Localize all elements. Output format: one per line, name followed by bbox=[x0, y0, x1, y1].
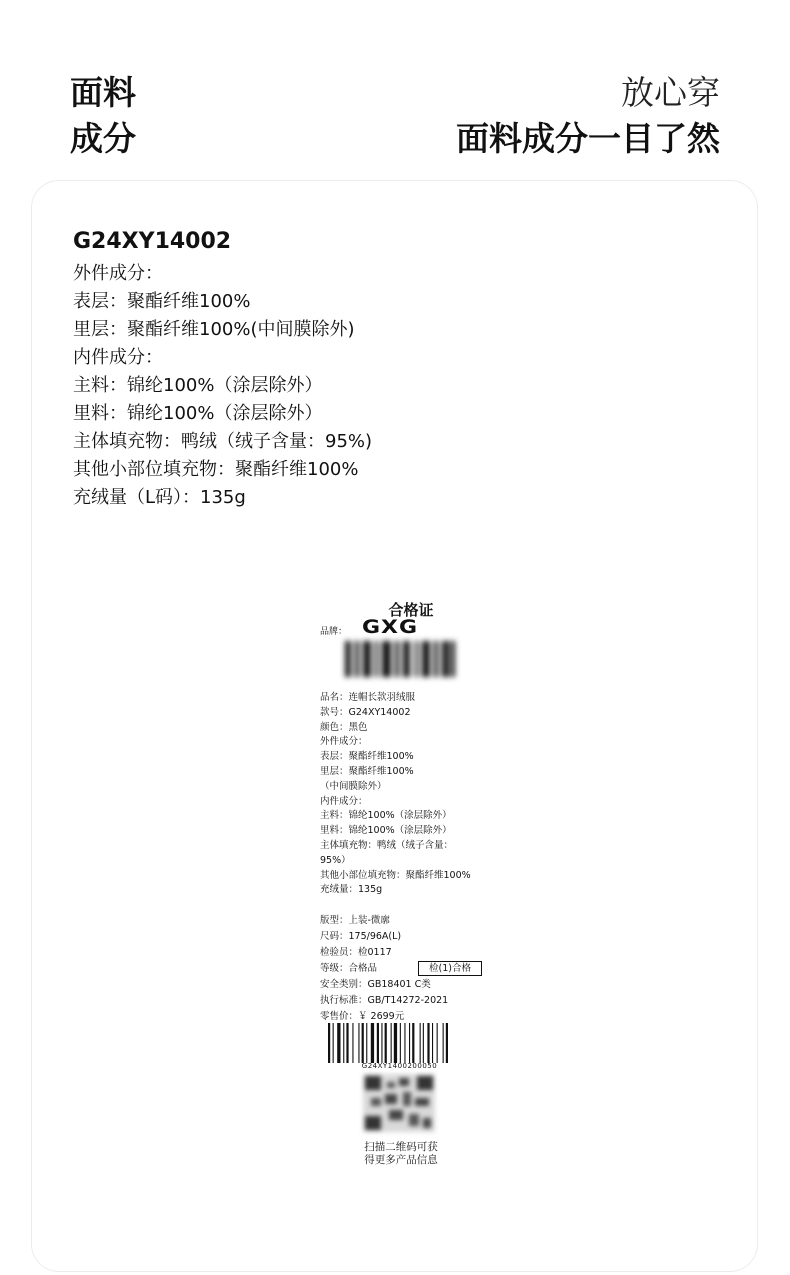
blurred-code-image bbox=[345, 641, 455, 677]
barcode-number: G24XY1400200050 bbox=[361, 1062, 438, 1070]
composition-line: 其他小部位填充物：聚酯纤维100% bbox=[73, 459, 359, 480]
tag-line: 充绒量：135g bbox=[320, 884, 383, 896]
tag-line: 检验员：检0117 bbox=[320, 947, 392, 958]
composition-line: 里层：聚酯纤维100%(中间膜除外) bbox=[73, 319, 355, 340]
tag-line: 外件成分： bbox=[320, 736, 368, 748]
tag-line: 95%） bbox=[320, 854, 351, 866]
tag-line: 等级：合格品 bbox=[320, 963, 378, 974]
tag-line: 里层：聚酯纤维100% bbox=[320, 765, 414, 777]
qr-caption-line: 得更多产品信息 bbox=[364, 1154, 438, 1166]
composition-line: 主体填充物：鸭绒（绒子含量：95%) bbox=[73, 431, 373, 452]
tag-line: 版型：上装-微廓 bbox=[320, 915, 390, 926]
qr-caption bbox=[312, 1141, 490, 1167]
tag-line: 主体填充物：鸭绒（绒子含量： bbox=[320, 839, 454, 851]
tag-line: 零售价：￥ 2699元 bbox=[320, 1011, 405, 1022]
tag-line: 尺码：175/96A(L) bbox=[320, 931, 402, 942]
tag-line: 里料：锦纶100%（涂层除外） bbox=[320, 825, 452, 837]
composition-line: 表层：聚酯纤维100% bbox=[73, 291, 251, 312]
header-right-title bbox=[456, 70, 720, 162]
composition-line: 主料：锦纶100%（涂层除外） bbox=[73, 375, 323, 396]
header-left-line2: 成分 bbox=[70, 119, 136, 158]
header-left-title bbox=[70, 70, 136, 162]
composition-line: 内件成分： bbox=[73, 347, 163, 368]
tag-line: 内件成分： bbox=[320, 795, 368, 807]
composition-info bbox=[73, 225, 372, 512]
tag-line: 执行标准：GB/T14272-2021 bbox=[320, 995, 449, 1006]
header-subtitle: 放心穿 bbox=[621, 73, 720, 112]
tag-line: 其他小部位填充物：聚酯纤维100% bbox=[320, 869, 471, 881]
tag-line: 主料：锦纶100%（涂层除外） bbox=[320, 810, 452, 822]
certificate-title: 合格证 bbox=[388, 601, 434, 619]
qr-code-image bbox=[363, 1074, 435, 1132]
brand-logo: GXG bbox=[362, 616, 419, 639]
composition-line: 外件成分： bbox=[73, 263, 163, 284]
tag-line: 安全类别：GB18401 C类 bbox=[320, 979, 431, 990]
tag-line: 表层：聚酯纤维100% bbox=[320, 751, 414, 763]
composition-line: 里料：锦纶100%（涂层除外） bbox=[73, 403, 323, 424]
header-left-line1: 面料 bbox=[70, 73, 136, 112]
tag-line: （中间膜除外） bbox=[320, 780, 387, 792]
brand-label: 品牌： bbox=[320, 627, 348, 637]
qr-caption-line: 扫描二维码可获 bbox=[364, 1141, 438, 1153]
product-code: G24XY14002 bbox=[73, 229, 232, 254]
tag-line: 品名：连帽长款羽绒服 bbox=[320, 692, 416, 703]
composition-line: 充绒量（L码）：135g bbox=[73, 487, 246, 508]
tag-line: 款号：G24XY14002 bbox=[320, 706, 411, 718]
header-main-title: 面料成分一目了然 bbox=[456, 119, 720, 158]
grade-stamp: 检(1)合格 bbox=[418, 961, 482, 976]
tag-line: 颜色：黑色 bbox=[320, 721, 368, 733]
composition-card bbox=[31, 180, 758, 1272]
barcode-image bbox=[328, 1023, 471, 1063]
tag-details bbox=[320, 691, 471, 898]
